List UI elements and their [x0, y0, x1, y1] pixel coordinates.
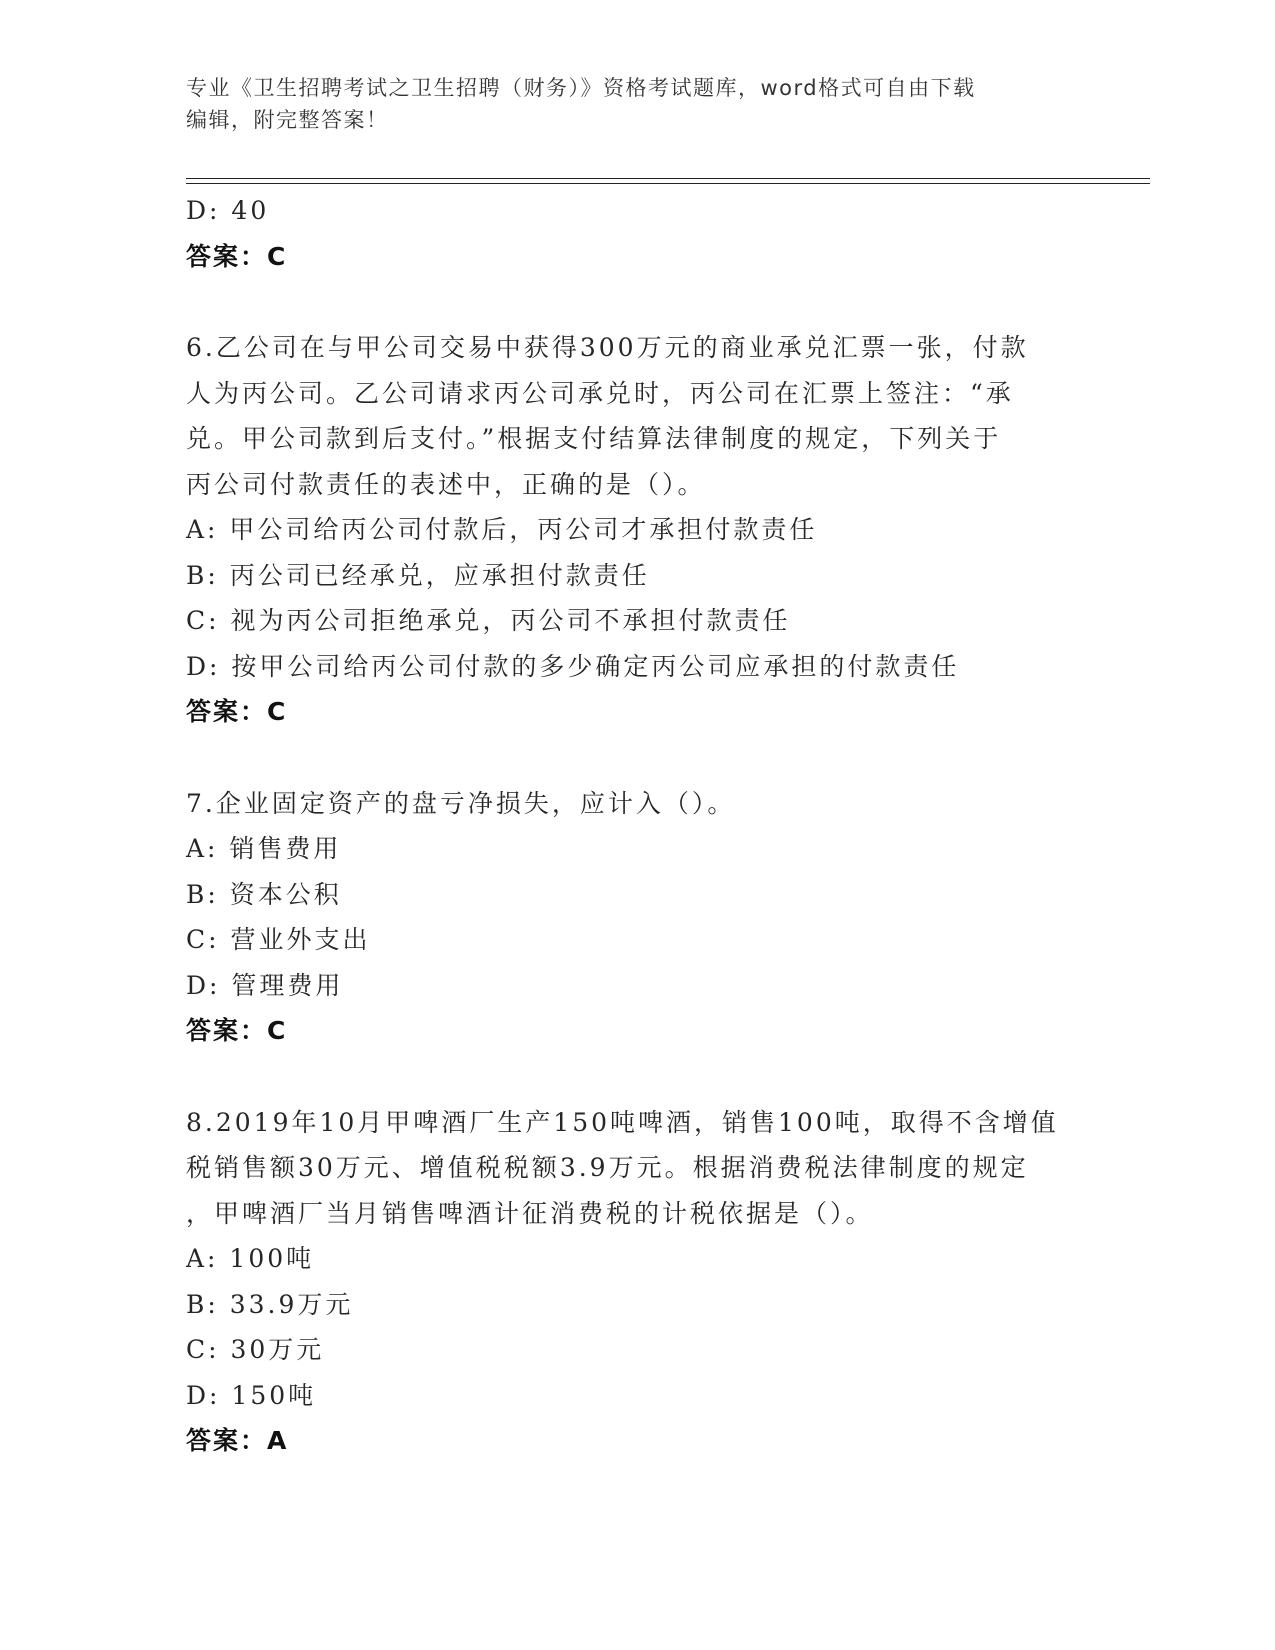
option-d: D: 管理费用	[186, 970, 344, 1000]
question-text-line: 7.企业固定资产的盘亏净损失，应计入（）。	[186, 788, 736, 818]
header-line-2: 编辑，附完整答案！	[186, 108, 389, 132]
header-line-1: 专业《卫生招聘考试之卫生招聘（财务）》资格考试题库，word格式可自由下载	[186, 76, 976, 100]
question-text-line: 8.2019年10月甲啤酒厂生产150吨啤酒，销售100吨，取得不含增值	[186, 1107, 1059, 1137]
question-text-line: 兑。甲公司款到后支付。”根据支付结算法律制度的规定，下列关于	[186, 424, 1002, 453]
document-header	[186, 72, 1066, 136]
prev-question-tail	[186, 188, 1086, 279]
question-8	[186, 1100, 1086, 1464]
question-text-line: ，甲啤酒厂当月销售啤酒计征消费税的计税依据是（）。	[186, 1198, 874, 1228]
option-b: B: 丙公司已经承兑，应承担付款责任	[186, 560, 650, 590]
question-list	[186, 188, 1086, 1464]
option-c: C: 30万元	[186, 1335, 325, 1364]
option-b: B: 33.9万元	[186, 1289, 354, 1319]
option-a: A: 甲公司给丙公司付款后，丙公司才承担付款责任	[186, 515, 818, 544]
question-6	[186, 325, 1086, 735]
option-c: C: 视为丙公司拒绝承兑，丙公司不承担付款责任	[186, 606, 791, 635]
header-divider-top	[186, 178, 1150, 179]
answer-line: 答案：A	[186, 1426, 289, 1455]
answer-line: 答案：C	[186, 241, 288, 271]
question-text-line: 税销售额30万元、增值税税额3.9万元。根据消费税法律制度的规定	[186, 1153, 1029, 1182]
option-d: D: 40	[186, 196, 270, 225]
spacer	[186, 279, 1086, 325]
option-b: B: 资本公积	[186, 879, 342, 909]
option-c: C: 营业外支出	[186, 925, 371, 954]
option-d: D: 150吨	[186, 1380, 317, 1410]
question-text-line: 丙公司付款责任的表述中，正确的是（）。	[186, 469, 706, 499]
answer-line: 答案：C	[186, 697, 288, 726]
question-text-line: 人为丙公司。乙公司请求丙公司承兑时，丙公司在汇票上签注：“承	[186, 378, 1014, 408]
header-divider-bottom	[186, 183, 1150, 184]
spacer	[186, 1054, 1086, 1100]
option-a: A: 销售费用	[186, 834, 342, 863]
question-7	[186, 781, 1086, 1054]
option-a: A: 100吨	[186, 1244, 315, 1273]
spacer	[186, 735, 1086, 781]
answer-line: 答案：C	[186, 1016, 288, 1045]
question-text-line: 6.乙公司在与甲公司交易中获得300万元的商业承兑汇票一张，付款	[186, 333, 1029, 362]
option-d: D: 按甲公司给丙公司付款的多少确定丙公司应承担的付款责任	[186, 651, 960, 681]
